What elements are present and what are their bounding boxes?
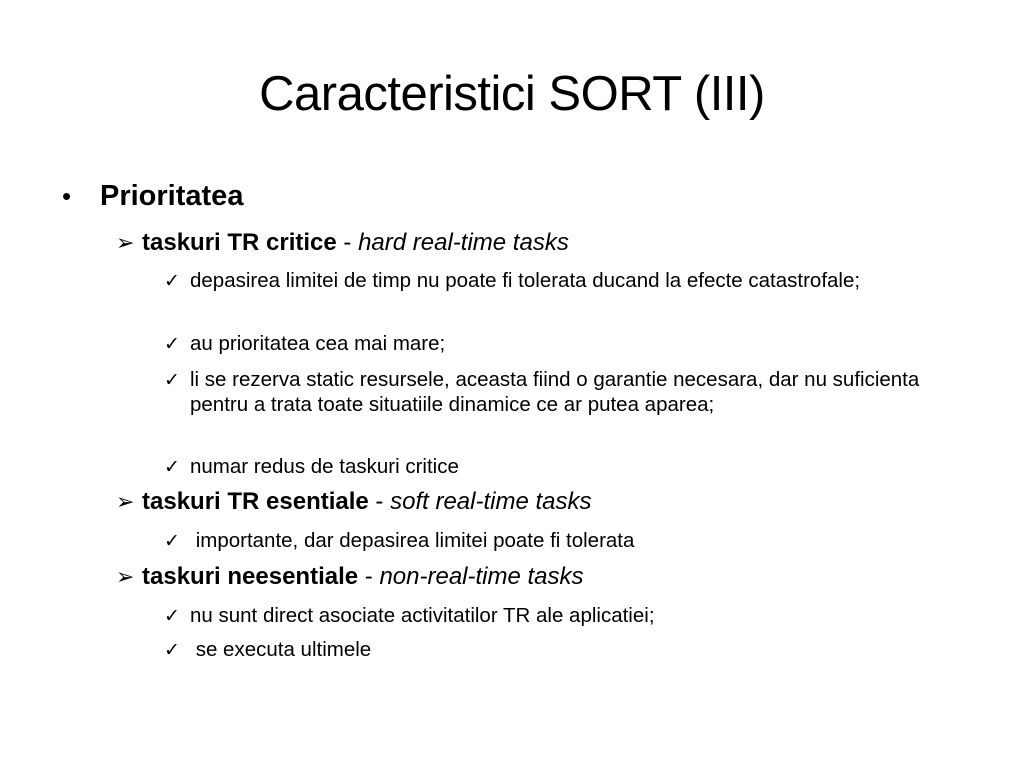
list-item-text: li se rezerva static resursele, aceasta fiind o garantie necesara, dar nu suficienta pentru a trata toate situatiile dinamice ce ar putea aparea;: [190, 368, 920, 416]
slide-title: Caracteristici SORT (III): [259, 67, 765, 121]
check-icon: ✓: [164, 606, 180, 627]
list-item: [164, 603, 964, 629]
list-item-text: nu sunt direct asociate activitatilor TR ale aplicatiei;: [190, 604, 655, 627]
section-heading: Prioritatea: [100, 180, 244, 212]
section-heading-row: [62, 180, 243, 213]
list-item: [164, 331, 964, 357]
check-icon: ✓: [164, 457, 180, 478]
group-heading-row: [116, 487, 591, 517]
list-item-text: importante, dar depasirea limitei poate fi tolerata: [190, 529, 635, 552]
check-icon: ✓: [164, 531, 180, 552]
check-icon: ✓: [164, 370, 180, 391]
list-item-text: depasirea limitei de timp nu poate fi tolerata ducand la efecte catastrofale;: [190, 269, 861, 292]
check-icon: ✓: [164, 640, 180, 661]
group-separator: -: [336, 229, 359, 256]
check-icon: ✓: [164, 271, 180, 292]
list-item: [164, 637, 964, 663]
group-label: taskuri TR esentiale: [142, 488, 369, 515]
check-icon: ✓: [164, 334, 180, 355]
group-english: soft real-time tasks: [390, 488, 592, 515]
arrow-bullet-icon: ➢: [116, 564, 135, 589]
bullet-dot-icon: •: [62, 181, 72, 211]
list-item: [164, 528, 964, 554]
list-item-text: au prioritatea cea mai mare;: [190, 332, 446, 355]
list-item: [164, 367, 964, 417]
arrow-bullet-icon: ➢: [116, 489, 135, 514]
group-label: taskuri TR critice: [142, 229, 337, 256]
list-item: [164, 454, 964, 480]
list-item-text: se executa ultimele: [190, 638, 372, 661]
group-separator: -: [358, 563, 380, 590]
list-item: [164, 268, 964, 294]
group-separator: -: [368, 488, 391, 515]
group-heading-row: [116, 228, 569, 258]
arrow-bullet-icon: ➢: [116, 230, 135, 255]
list-item-text: numar redus de taskuri critice: [190, 455, 459, 478]
group-english: hard real-time tasks: [358, 229, 569, 256]
group-label: taskuri neesentiale: [142, 563, 359, 590]
group-english: non-real-time tasks: [379, 563, 584, 590]
group-heading-row: [116, 562, 584, 592]
